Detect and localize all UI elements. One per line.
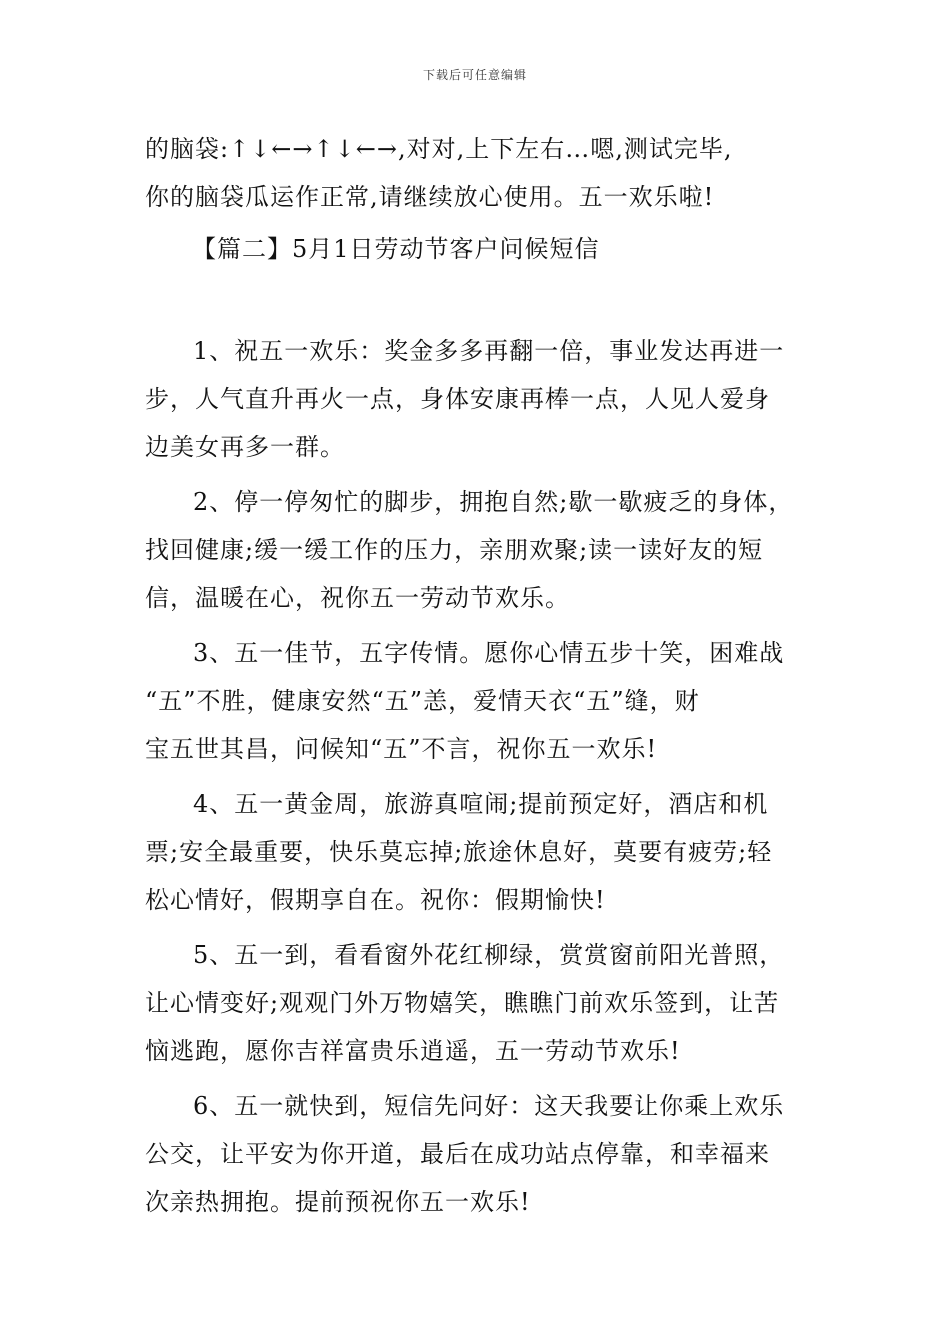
header-note: 下载后可任意编辑 [422, 68, 527, 82]
text-line: 的脑袋:↑↓←→↑↓←→,对对,上下左右…嗯,测试完毕, [145, 135, 733, 163]
text-line: 你的脑袋瓜运作正常,请继续放心使用。五一欢乐啦! [145, 183, 715, 211]
message-item [145, 478, 810, 622]
text-line: 次亲热拥抱。提前预祝你五一欢乐! [145, 1188, 531, 1216]
text-line: 5、五一到，看看窗外花红柳绿，赏赏窗前阳光普照， [193, 941, 785, 969]
text-line: 3、五一佳节，五字传情。愿你心情五步十笑，困难战 [193, 639, 785, 667]
message-item [145, 931, 810, 1075]
text-line: 信，温暖在心，祝你五一劳动节欢乐。 [145, 584, 570, 612]
text-line: 1、祝五一欢乐：奖金多多再翻一倍，事业发达再进一 [193, 337, 785, 365]
text-line: 6、五一就快到，短信先问好：这天我要让你乘上欢乐 [193, 1092, 785, 1120]
text-line: 找回健康;缓一缓工作的压力，亲朋欢聚;读一读好友的短 [145, 536, 764, 564]
text-line: 公交，让平安为你开道，最后在成功站点停靠，和幸福来 [145, 1140, 770, 1168]
message-list [145, 327, 810, 1233]
text-line: 边美女再多一群。 [145, 433, 345, 461]
continuation-paragraph [145, 125, 810, 221]
message-item [145, 780, 810, 924]
text-line: 松心情好，假期享自在。祝你：假期愉快! [145, 886, 606, 914]
text-line: 2、停一停匆忙的脚步，拥抱自然;歇一歇疲乏的身体， [193, 488, 794, 516]
text-line: 让心情变好;观观门外万物嬉笑，瞧瞧门前欢乐签到，让苦 [145, 989, 780, 1017]
message-item [145, 629, 810, 773]
text-line: 票;安全最重要，快乐莫忘掉;旅途休息好，莫要有疲劳;轻 [145, 838, 773, 866]
message-item [145, 327, 810, 471]
text-line: 恼逃跑，愿你吉祥富贵乐逍遥，五一劳动节欢乐! [145, 1037, 681, 1065]
text-line: “五”不胜，健康安然“五”恙，爱情天衣“五”缝，财 [145, 687, 700, 715]
text-line: 步，人气直升再火一点，身体安康再棒一点，人见人爱身 [145, 385, 770, 413]
message-item [145, 1082, 810, 1226]
text-line: 宝五世其昌，问候知“五”不言，祝你五一欢乐! [145, 735, 658, 763]
text-line: 4、五一黄金周，旅游真喧闹;提前预定好，酒店和机 [193, 790, 769, 818]
section-title: 【篇二】5月1日劳动节客户问候短信 [192, 235, 600, 263]
